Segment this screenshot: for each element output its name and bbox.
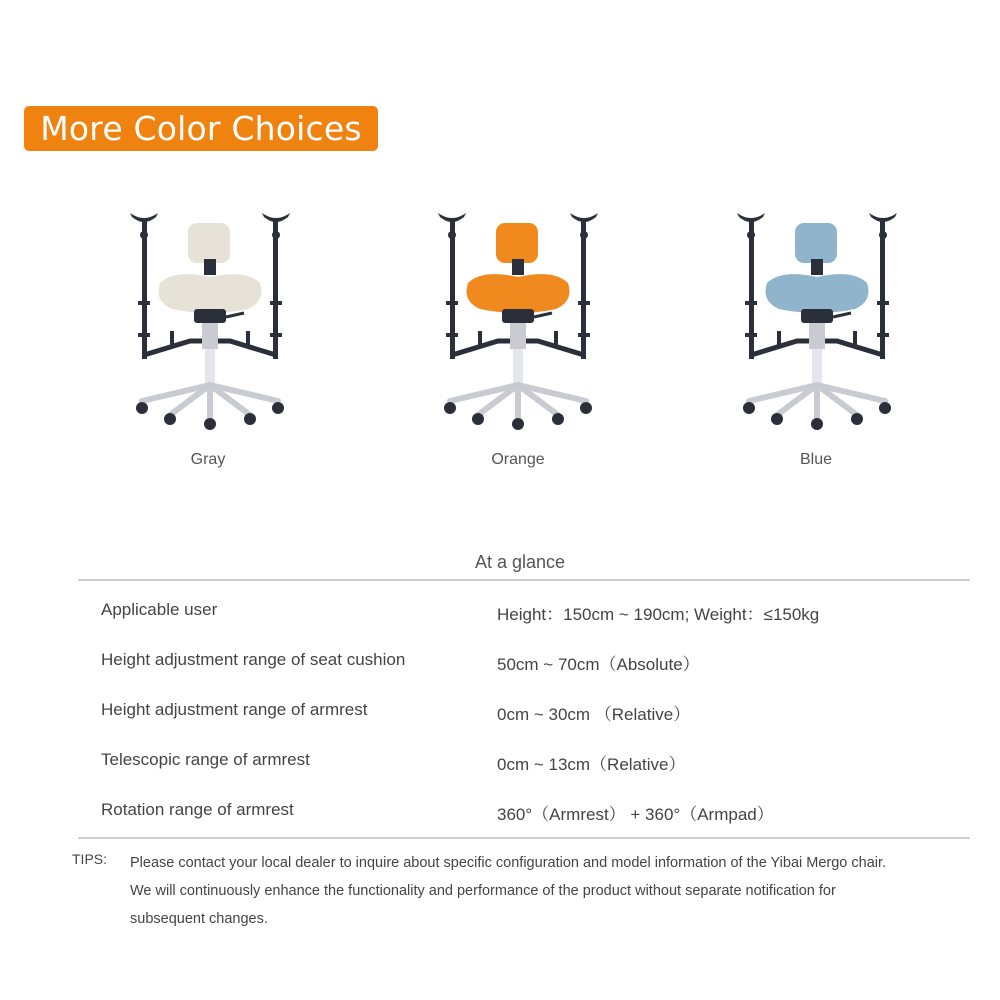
table-top-divider [78,579,970,581]
spec-label: Telescopic range of armrest [101,750,310,769]
chair-image-orange [438,205,598,435]
spec-value: 50cm ~ 70cm（Absolute） [497,655,700,674]
chair-image-gray [130,205,290,435]
spec-row [0,800,1000,830]
chair-image-blue [737,205,897,435]
spec-row [0,600,1000,630]
spec-label: Applicable user [101,600,218,619]
spec-label: Height adjustment range of seat cushion [101,650,406,669]
tips-line: subsequent changes. [130,911,268,927]
spec-label: Rotation range of armrest [101,800,294,819]
tips-line: Please contact your local dealer to inquire about specific configuration and model information of the Yibai Mergo chair. [130,855,887,871]
tips-label: TIPS: [72,851,108,867]
office-chair-illustration [737,205,897,435]
spec-value: 0cm ~ 30cm （Relative） [497,705,691,724]
spec-row [0,750,1000,780]
glance-title: At a glance [474,552,566,572]
table-bottom-divider [78,837,970,839]
chair-label-gray: Gray [190,451,226,468]
tips-text [130,849,980,933]
chair-label-orange: Orange [491,451,545,468]
spec-row [0,700,1000,730]
tips-line: We will continuously enhance the functionality and performance of the product without separate notification for [130,883,836,899]
spec-label: Height adjustment range of armrest [101,700,368,719]
chair-label-blue: Blue [799,451,833,468]
spec-row [0,650,1000,680]
spec-value: 0cm ~ 13cm（Relative） [497,755,686,774]
office-chair-illustration [438,205,598,435]
spec-value: Height：150cm ~ 190cm; Weight：≤150kg [497,605,820,624]
spec-value: 360°（Armrest） + 360°（Armpad） [497,805,774,824]
office-chair-illustration [130,205,290,435]
section-title-badge: More Color Choices [24,106,378,151]
